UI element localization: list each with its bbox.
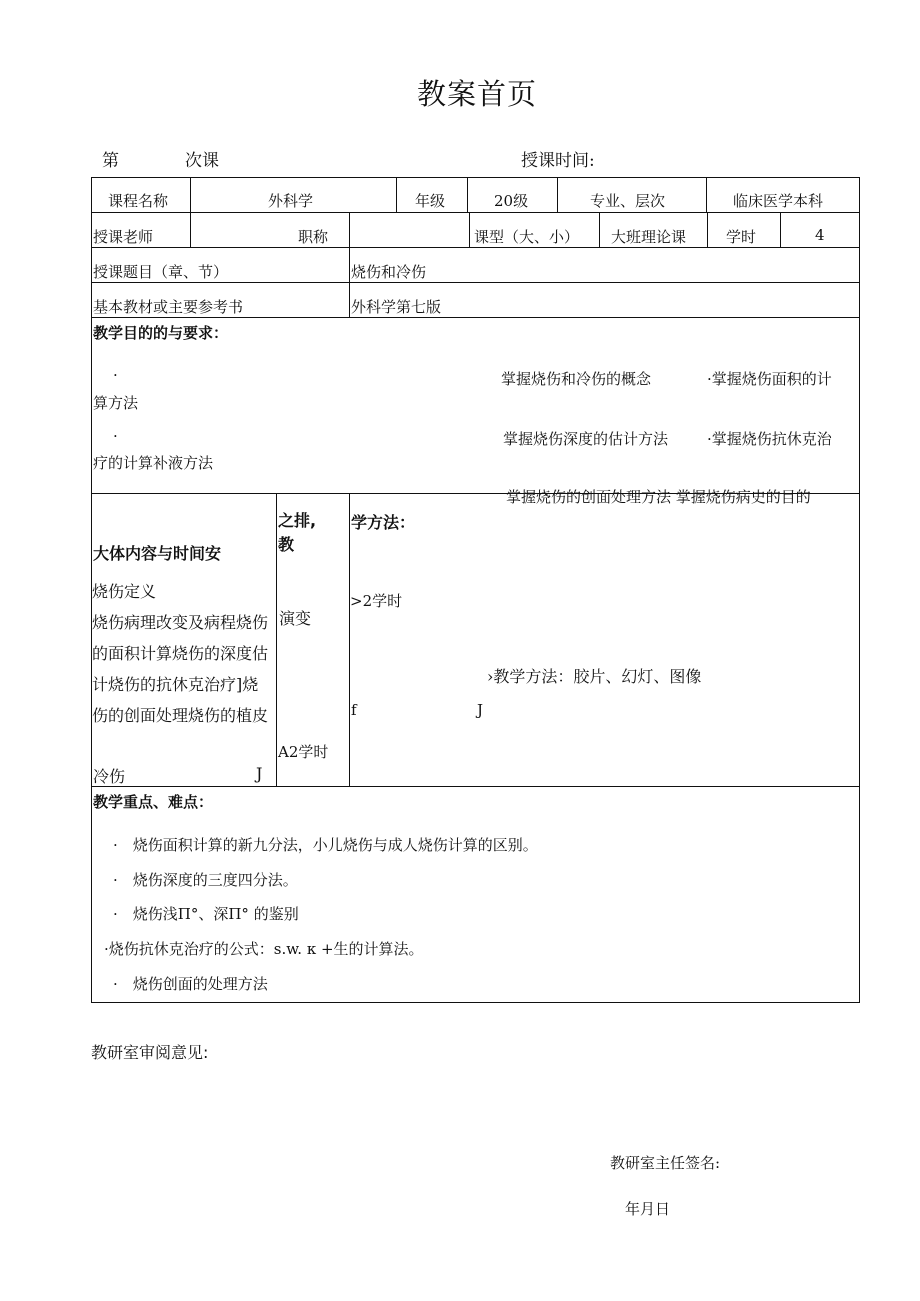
course-name-value: 外科学	[268, 192, 314, 210]
lesson-number-prefix: 第	[102, 151, 119, 171]
method-heading: 学方法：	[351, 513, 416, 532]
lesson-number-suffix: 次课	[185, 151, 219, 171]
teaching-methods: ›教学方法：胶片、幻灯、图像	[487, 667, 702, 686]
date-label: 年月日	[625, 1200, 671, 1218]
topic-label: 授课题目（章、节）	[93, 263, 229, 281]
key-point-item: · 烧伤创面的处理方法	[113, 975, 268, 993]
key-point-item: · 烧伤面积计算的新九分法，小儿烧伤与成人烧伤计算的区别。	[113, 836, 538, 854]
objective-bullet: ·	[113, 427, 118, 445]
objective-line1-b: ·掌握烧伤面积的计	[707, 370, 832, 388]
objective-line2-c: 疗的计算补液方法	[93, 454, 214, 472]
objective-line1-c: 算方法	[93, 394, 139, 412]
key-point-item: ·烧伤抗休克治疗的公式：s.w. κ +生的计算法。	[104, 940, 424, 958]
objective-line2-b: ·掌握烧伤抗休克治	[707, 430, 832, 448]
content-last-item: 冷伤	[93, 767, 126, 786]
teaching-time-label: 授课时间:	[521, 151, 595, 171]
hours-label: 学时	[726, 228, 757, 246]
teacher-label: 授课老师	[93, 228, 154, 246]
objective-line2-a: 掌握烧伤深度的估计方法	[503, 430, 669, 448]
content-items: 烧伤定义 烧伤病理改变及病程烧伤的面积计算烧伤的深度估计烧伤的抗休克治疗]烧伤的创面处理烧伤的植皮	[92, 582, 269, 725]
class-type-value: 大班理论课	[611, 228, 687, 246]
col3-mark-f: f	[351, 701, 357, 719]
hours-value: 4	[815, 226, 825, 244]
arrangement-heading: 之排,教	[278, 511, 317, 554]
major-level-value: 临床医学本科	[733, 192, 824, 210]
topic-value: 烧伤和冷伤	[351, 263, 427, 281]
objective-line3-clip	[480, 484, 858, 506]
course-name-label: 课程名称	[108, 192, 169, 210]
evolution-text: 演变	[279, 609, 312, 628]
textbook-label: 基本教材或主要参考书	[93, 298, 244, 316]
key-point-item: · 烧伤浅Π°、深Π° 的鉴别	[113, 905, 299, 923]
major-level-label: 专业、层次	[590, 192, 666, 210]
grade-label: 年级	[415, 192, 446, 210]
objective-line3-cut: 掌握烧伤的创面处理方法 掌握烧伤病史的目的	[506, 488, 811, 506]
col2-hours: A2学时	[278, 743, 329, 761]
objectives-heading: 教学目的的与要求：	[93, 324, 229, 342]
objective-line1-a: 掌握烧伤和冷伤的概念	[501, 370, 652, 388]
review-heading: 教研室审阅意见:	[91, 1043, 209, 1062]
content-heading: 大体内容与时间安	[93, 544, 222, 563]
grade-value: 20级	[494, 192, 529, 210]
col3-hours: >2学时	[350, 592, 403, 610]
key-points-heading: 教学重点、难点：	[93, 793, 214, 811]
col3-mark-j: J	[477, 701, 484, 719]
title-label: 职称	[298, 228, 329, 246]
page-title: 教案首页	[417, 77, 538, 111]
textbook-value: 外科学第七版	[351, 298, 442, 316]
class-type-label: 课型（大、小）	[474, 228, 580, 246]
content-last-item-mark: J	[256, 764, 263, 783]
key-point-item: · 烧伤深度的三度四分法。	[113, 871, 298, 889]
signature-label: 教研室主任签名:	[610, 1154, 721, 1172]
objective-bullet: ·	[113, 366, 118, 384]
